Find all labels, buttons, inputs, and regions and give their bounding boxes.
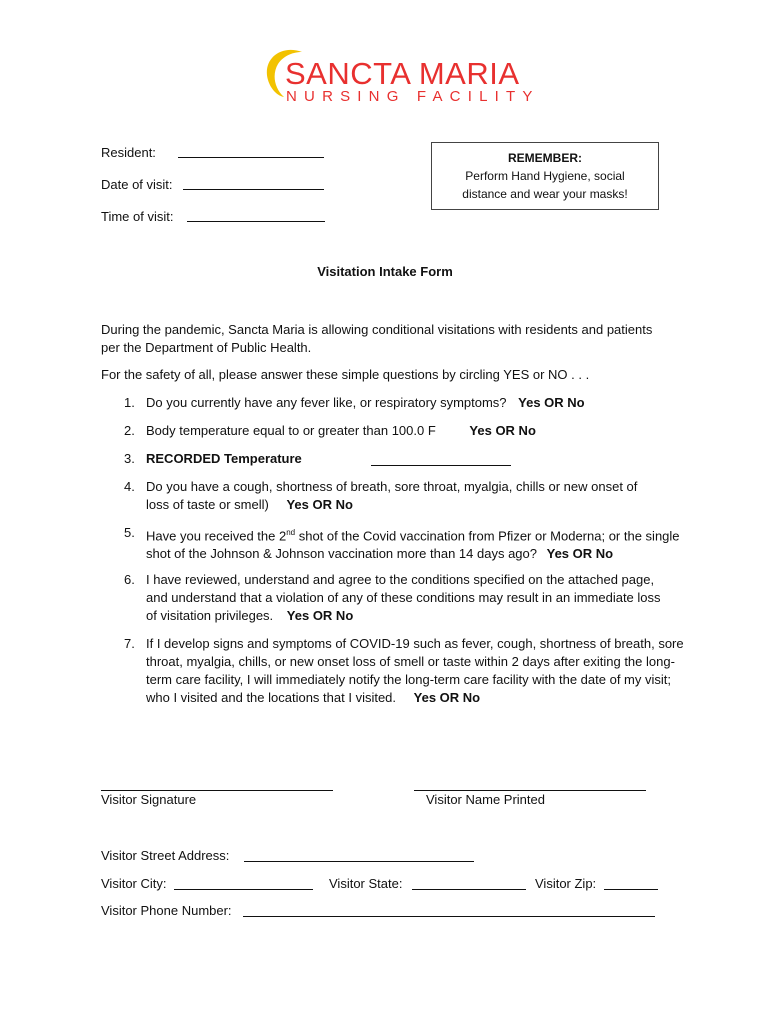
date-of-visit-field[interactable] [183, 189, 324, 190]
city-field[interactable] [174, 889, 313, 890]
question-1 [124, 394, 694, 412]
question-7 [124, 635, 694, 707]
question-text: Body temperature equal to or greater than 100.0 F [146, 423, 436, 438]
city-label: Visitor City: [101, 876, 167, 891]
question-number: 5. [124, 525, 135, 540]
question-text: If I develop signs and symptoms of COVID-19 such as fever, cough, shortness of breath, sore throat, myalgia, chills, or new onset loss of smell or taste within 2 days after exiting the long-term care facility, I will immediately notify the long-term care facility with the date of my visit; who I visited and the locations that I visited. [146, 636, 684, 705]
visitor-name-field[interactable] [414, 790, 646, 791]
remember-box [431, 142, 659, 210]
state-label: Visitor State: [329, 876, 403, 891]
visitor-signature-label: Visitor Signature [101, 792, 197, 807]
visitor-name-label: Visitor Name Printed [426, 792, 545, 807]
question-text: Have you received the 2 [146, 528, 287, 544]
facility-subtitle: NURSING FACILITY [286, 88, 540, 105]
state-field[interactable] [412, 889, 526, 890]
question-number: 7. [124, 636, 135, 651]
question-2 [124, 422, 694, 440]
question-4 [124, 478, 664, 514]
street-address-field[interactable] [244, 861, 474, 862]
yes-or-no-answer[interactable]: Yes OR No [469, 423, 536, 438]
remember-line-1: Perform Hand Hygiene, social [465, 169, 625, 183]
question-number: 4. [124, 479, 135, 494]
yes-or-no-answer[interactable]: Yes OR No [546, 546, 614, 562]
question-5 [124, 524, 694, 563]
visitor-signature-field[interactable] [101, 790, 333, 791]
phone-field[interactable] [243, 916, 655, 917]
form-title: Visitation Intake Form [317, 264, 453, 279]
yes-or-no-answer[interactable]: Yes OR No [518, 395, 585, 410]
intro-paragraph: During the pandemic, Sancta Maria is allowing conditional visitations with residents and patients per the Department of Public Health. [101, 322, 653, 355]
safety-instruction: For the safety of all, please answer these simple questions by circling YES or NO . . . [101, 367, 590, 382]
question-6 [124, 571, 664, 625]
zip-label: Visitor Zip: [535, 876, 597, 891]
question-number: 3. [124, 451, 135, 466]
question-text: Do you currently have any fever like, or respiratory symptoms? [146, 395, 507, 410]
question-number: 6. [124, 572, 135, 587]
yes-or-no-answer[interactable]: Yes OR No [286, 608, 354, 623]
question-text: Do you have a cough, shortness of breath, sore throat, myalgia, chills or new onset of loss of taste or smell) [146, 479, 638, 512]
ordinal-suffix: nd [286, 528, 296, 537]
remember-heading: REMEMBER: [508, 151, 582, 165]
yes-or-no-answer[interactable]: Yes OR No [413, 690, 481, 705]
time-of-visit-label: Time of visit: [101, 209, 174, 224]
resident-label: Resident: [101, 145, 156, 160]
date-of-visit-label: Date of visit: [101, 177, 173, 192]
remember-line-2: distance and wear your masks! [462, 187, 628, 201]
street-address-label: Visitor Street Address: [101, 848, 230, 863]
resident-field[interactable] [178, 157, 324, 158]
question-number: 1. [124, 395, 135, 410]
yes-or-no-answer[interactable]: Yes OR No [286, 497, 353, 512]
zip-field[interactable] [604, 889, 658, 890]
question-number: 2. [124, 423, 135, 438]
question-text-continued: shot of the Covid vaccination from Pfizer or Moderna; or the single shot of the Johnson & Johnson vaccination more than 14 days ago? [146, 528, 680, 562]
facility-name: SANCTA MARIA [285, 56, 520, 91]
question-text: RECORDED Temperature [146, 451, 302, 466]
recorded-temperature-field[interactable] [371, 465, 511, 466]
phone-label: Visitor Phone Number: [101, 903, 232, 918]
question-text: I have reviewed, understand and agree to the conditions specified on the attached page, and understand that a violation of any of these conditions may result in an immediate loss of visitation privileges. [146, 572, 661, 623]
time-of-visit-field[interactable] [187, 221, 325, 222]
